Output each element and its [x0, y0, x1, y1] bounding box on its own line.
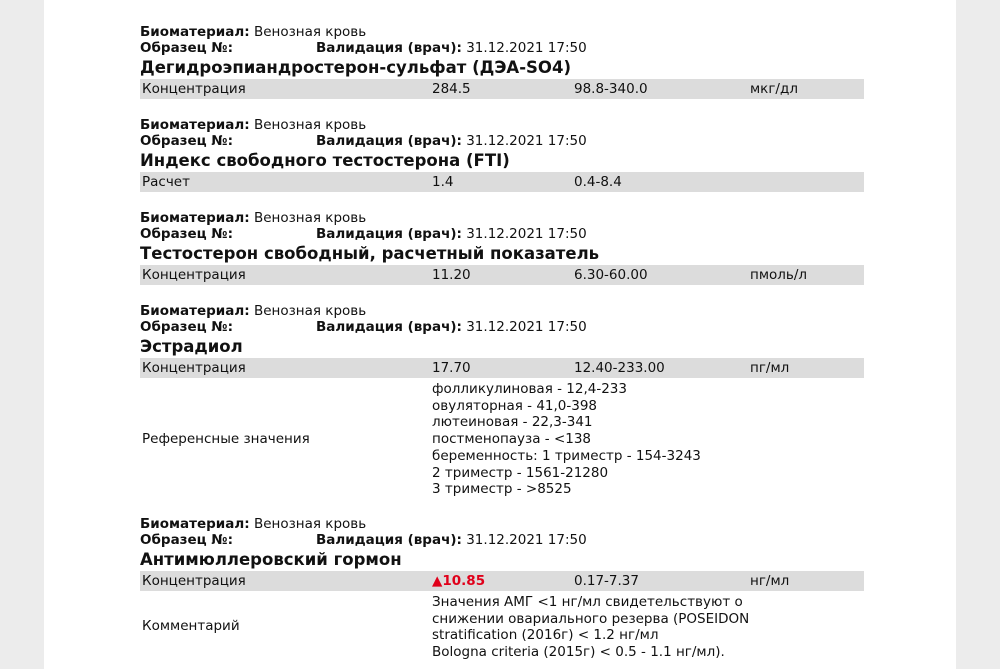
- biomaterial-value: Венозная кровь: [253, 516, 367, 532]
- test-section-estradiol: [140, 303, 864, 499]
- result-row: [140, 172, 864, 192]
- reference-line: 3 триместр - >8525: [432, 481, 572, 498]
- test-title: Индекс свободного тестостерона (FTI): [140, 151, 510, 170]
- comment-label: Комментарий: [142, 618, 240, 634]
- reference-range: 0.4-8.4: [574, 174, 622, 190]
- high-flag-icon: ▲: [432, 573, 443, 589]
- test-section-dhea-s: [140, 24, 864, 99]
- result-unit: пмоль/л: [750, 267, 808, 283]
- test-title: Дегидроэпиандростерон-сульфат (ДЭА-SO4): [140, 58, 571, 77]
- biomaterial-line: Биоматериал: Венозная кровь: [140, 303, 367, 319]
- result-name: Концентрация: [142, 267, 246, 283]
- test-section-fti: [140, 117, 864, 192]
- reference-line: постменопауза - <138: [432, 431, 592, 448]
- result-name: Концентрация: [142, 360, 246, 376]
- reference-range: 6.30-60.00: [574, 267, 648, 283]
- result-row: [140, 79, 864, 99]
- test-section-amh: [140, 516, 864, 664]
- sample-line: Образец №: Валидация (врач): 31.12.2021 17:50: [140, 532, 587, 548]
- biomaterial-value: Венозная кровь: [253, 117, 367, 133]
- validation-value: 31.12.2021 17:50: [466, 133, 587, 149]
- result-name: Концентрация: [142, 573, 246, 589]
- result-value: 11.20: [432, 267, 471, 283]
- comment-line: stratification (2016г) < 1.2 нг/мл: [432, 627, 659, 644]
- test-title: Эстрадиол: [140, 337, 243, 356]
- result-row: [140, 358, 864, 378]
- reference-range: 98.8-340.0: [574, 81, 648, 97]
- result-value-abnormal: ▲10.85: [432, 573, 486, 589]
- biomaterial-line: Биоматериал: Венозная кровь: [140, 516, 367, 532]
- comment-text: [432, 594, 749, 661]
- result-name: Концентрация: [142, 81, 246, 97]
- biomaterial-value: Венозная кровь: [253, 303, 367, 319]
- test-title: Антимюллеровский гормон: [140, 550, 402, 569]
- sample-line: Образец №: Валидация (врач): 31.12.2021 17:50: [140, 226, 587, 242]
- reference-range: 0.17-7.37: [574, 573, 639, 589]
- result-unit: мкг/дл: [750, 81, 798, 97]
- comment-line: Значения АМГ <1 нг/мл свидетельствуют о: [432, 594, 743, 610]
- reference-line: лютеиновая - 22,3-341: [432, 414, 593, 431]
- sample-line: Образец №: Валидация (врач): 31.12.2021 17:50: [140, 133, 587, 149]
- test-title: Тестостерон свободный, расчетный показатель: [140, 244, 600, 263]
- reference-line: беременность: 1 триместр - 154-3243: [432, 447, 701, 464]
- result-unit: пг/мл: [750, 360, 790, 376]
- biomaterial-line: Биоматериал: Венозная кровь: [140, 117, 367, 133]
- validation-value: 31.12.2021 17:50: [466, 40, 587, 56]
- reference-values-block: [140, 381, 864, 499]
- report-page: [44, 0, 956, 669]
- sample-line: Образец №: Валидация (врач): 31.12.2021 17:50: [140, 40, 587, 56]
- reference-line: фолликулиновая - 12,4-233: [432, 381, 627, 397]
- reference-range: 12.40-233.00: [574, 360, 665, 376]
- comment-block: [140, 594, 864, 664]
- result-value: 1.4: [432, 174, 454, 190]
- reference-line: 2 триместр - 1561-21280: [432, 464, 609, 481]
- reference-values-label: Референсные значения: [142, 431, 310, 447]
- reference-values-list: [432, 381, 701, 498]
- result-row: [140, 265, 864, 285]
- sample-line: Образец №: Валидация (врач): 31.12.2021 17:50: [140, 319, 587, 335]
- biomaterial-line: Биоматериал: Венозная кровь: [140, 24, 367, 40]
- test-section-free-testosterone: [140, 210, 864, 285]
- validation-value: 31.12.2021 17:50: [466, 226, 587, 242]
- validation-value: 31.12.2021 17:50: [466, 532, 587, 548]
- result-value: 17.70: [432, 360, 471, 376]
- result-value: 284.5: [432, 81, 471, 97]
- result-unit: нг/мл: [750, 573, 790, 589]
- biomaterial-line: Биоматериал: Венозная кровь: [140, 210, 367, 226]
- comment-line: Bologna criteria (2015г) < 0.5 - 1.1 нг/мл).: [432, 644, 725, 661]
- biomaterial-value: Венозная кровь: [253, 24, 367, 40]
- biomaterial-value: Венозная кровь: [253, 210, 367, 226]
- reference-line: овуляторная - 41,0-398: [432, 397, 598, 414]
- result-name: Расчет: [142, 174, 190, 190]
- result-row: [140, 571, 864, 591]
- validation-value: 31.12.2021 17:50: [466, 319, 587, 335]
- comment-line: снижении овариального резерва (POSEIDON: [432, 610, 750, 627]
